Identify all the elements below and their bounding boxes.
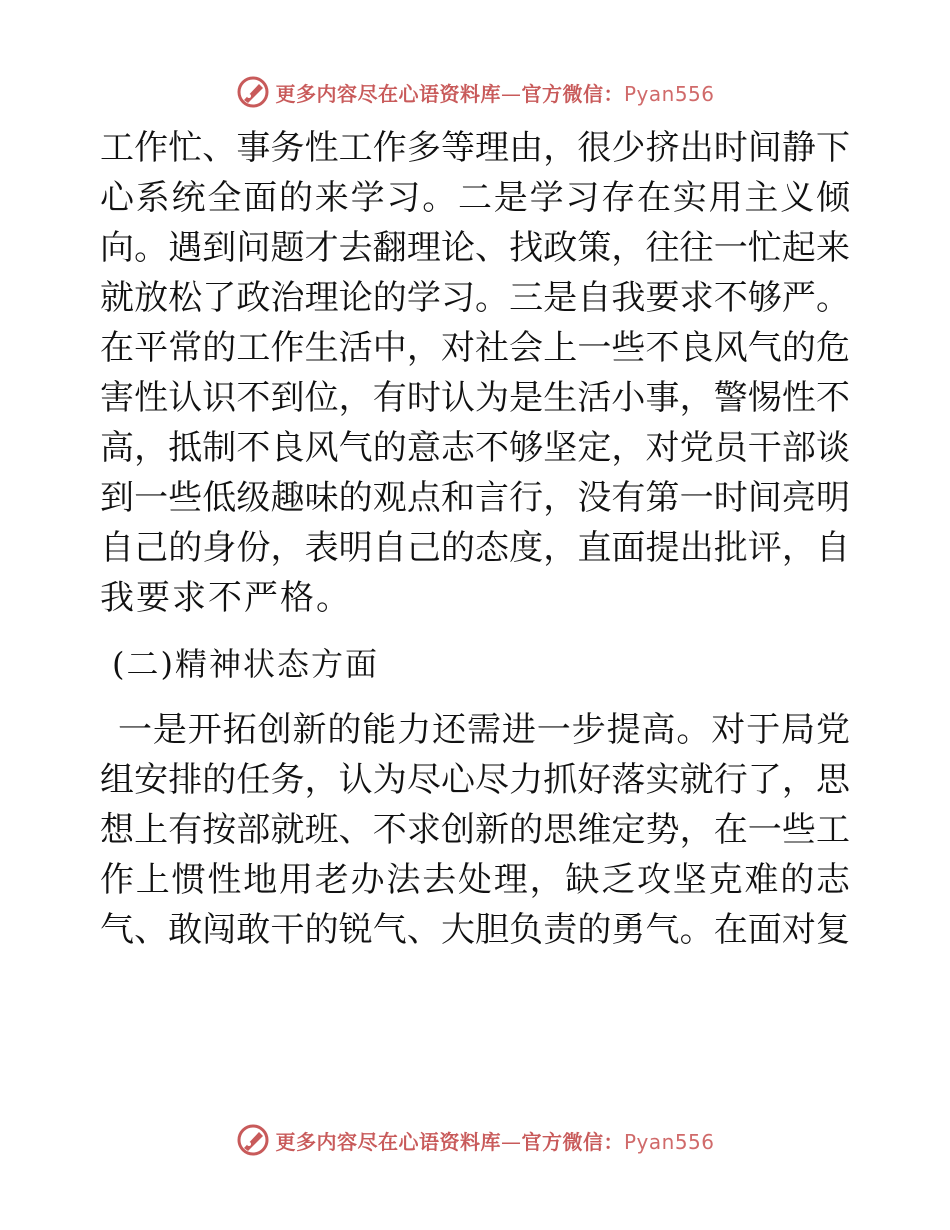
banner-separator: — xyxy=(500,81,522,106)
text-line: 向。遇到问题才去翻理论、找政策，往往一忙起来 xyxy=(100,228,850,268)
text-line: 一是开拓创新的能力还需进一步提高。对于局党 xyxy=(118,710,850,750)
text-line: 到一些低级趣味的观点和言行，没有第一时间亮明 xyxy=(100,478,850,518)
footer-banner xyxy=(0,1120,950,1160)
banner-wechat-label: 官方微信： xyxy=(521,1129,624,1154)
banner-wechat-label: 官方微信： xyxy=(521,81,624,106)
text-line: 心系统全面的来学习。二是学习存在实用主义倾 xyxy=(100,178,850,218)
header-banner xyxy=(0,72,950,112)
banner-site-name: 更多内容尽在心语资料库 xyxy=(275,81,501,106)
banner-separator: — xyxy=(500,1129,522,1154)
section-heading: (二)精神状态方面 xyxy=(112,645,379,683)
text-line: 高，抵制不良风气的意志不够坚定，对党员干部谈 xyxy=(100,428,850,468)
text-line: 就放松了政治理论的学习。三是自我要求不够严。 xyxy=(100,278,850,318)
banner-text xyxy=(275,78,714,107)
banner-text xyxy=(275,1126,714,1155)
text-line: 组安排的任务，认为尽心尽力抓好落实就行了，思 xyxy=(100,760,850,800)
pen-nib-logo-icon xyxy=(235,1122,271,1158)
pen-nib-logo-icon xyxy=(235,74,271,110)
text-line: 害性认识不到位，有时认为是生活小事，警惕性不 xyxy=(100,378,850,418)
text-line: 想上有按部就班、不求创新的思维定势，在一些工 xyxy=(100,810,850,850)
text-line: 在平常的工作生活中，对社会上一些不良风气的危 xyxy=(100,328,850,368)
banner-wechat-id: Pyan556 xyxy=(623,81,715,106)
text-line: 工作忙、事务性工作多等理由，很少挤出时间静下 xyxy=(100,128,850,168)
text-line: 我要求不严格。 xyxy=(100,578,352,618)
text-line: 作上惯性地用老办法去处理，缺乏攻坚克难的志 xyxy=(100,860,850,900)
document-body xyxy=(100,123,850,955)
banner-site-name: 更多内容尽在心语资料库 xyxy=(275,1129,501,1154)
text-line: 气、敢闯敢干的锐气、大胆负责的勇气。在面对复 xyxy=(100,910,850,950)
banner-wechat-id: Pyan556 xyxy=(623,1129,715,1154)
text-line: 自己的身份，表明自己的态度，直面提出批评，自 xyxy=(100,528,850,568)
